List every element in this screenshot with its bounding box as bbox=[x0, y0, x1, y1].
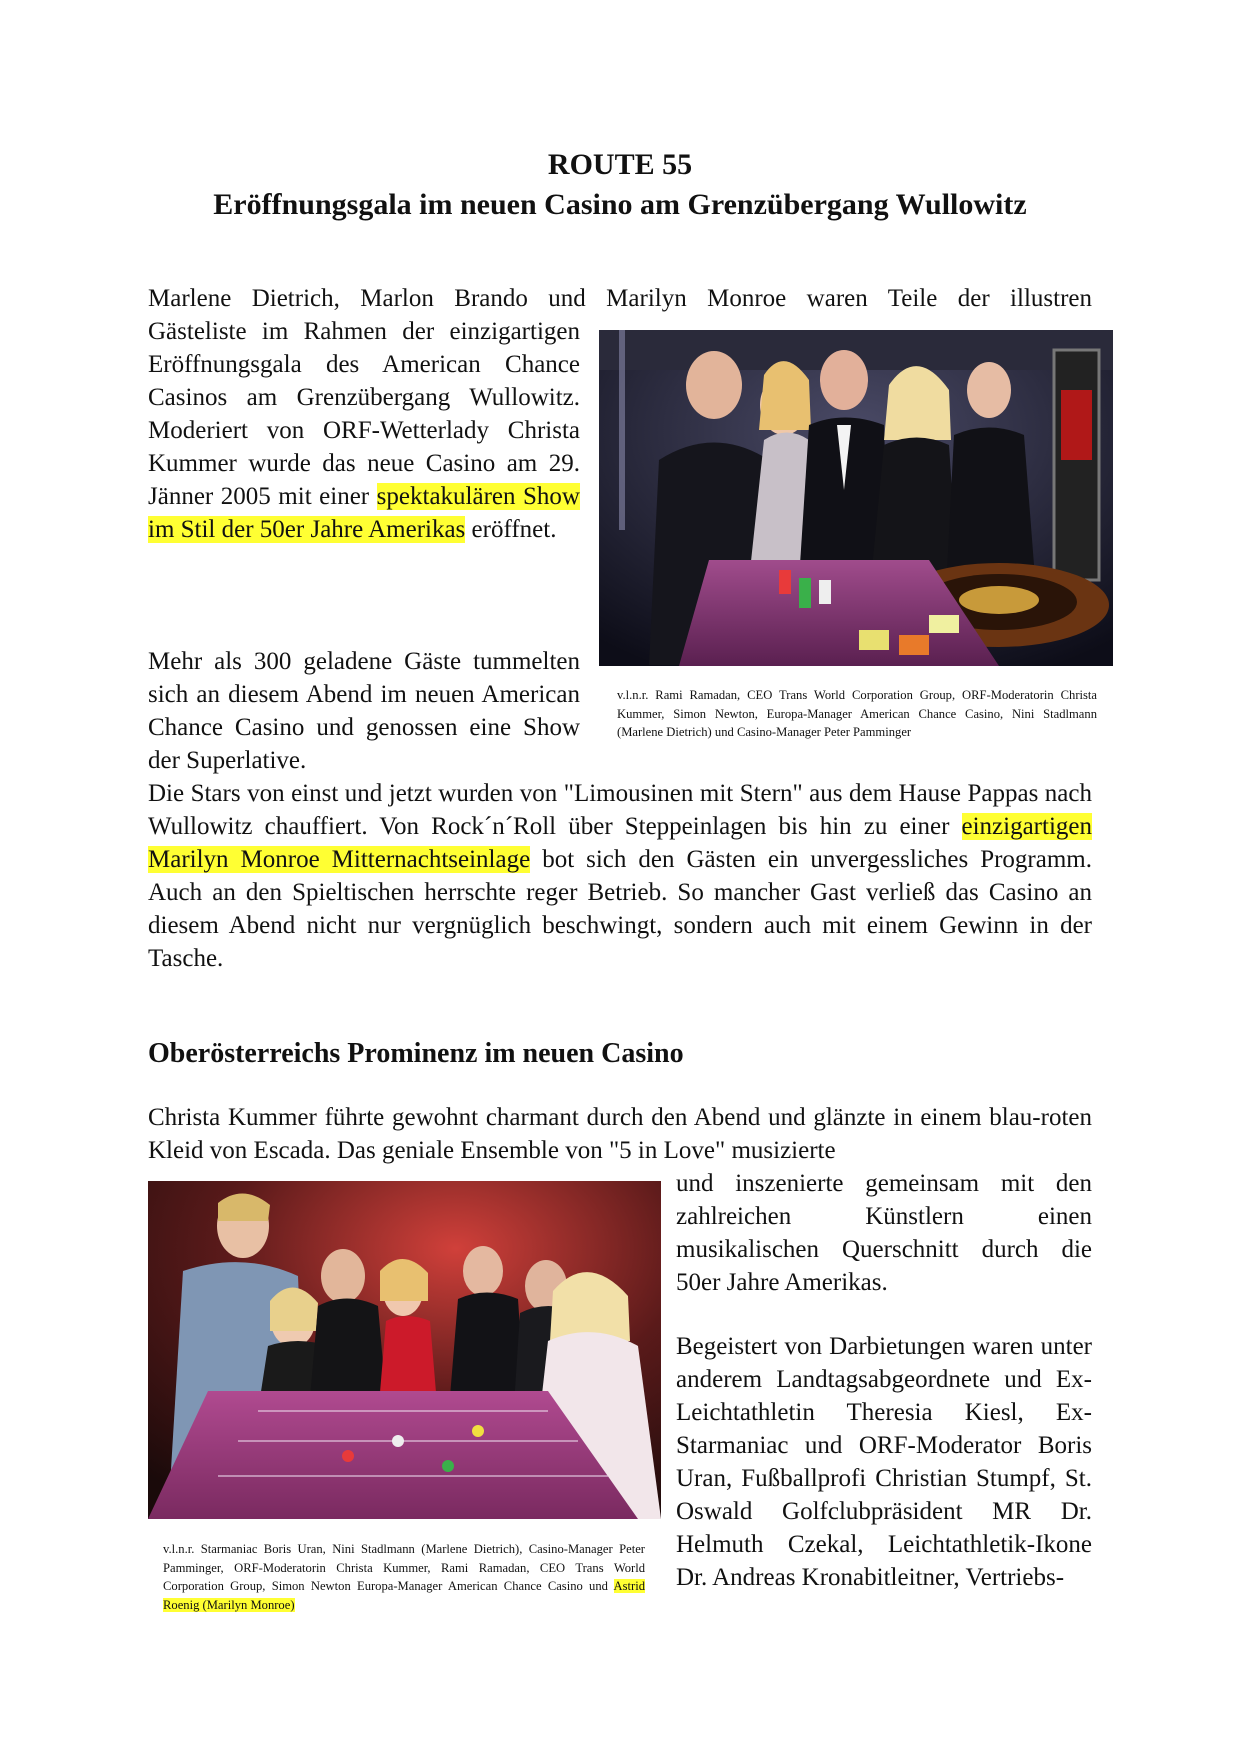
intro-first-line: Marlene Dietrich, Marlon Brando und Marilyn Monroe waren Teile der illustren bbox=[148, 285, 1092, 312]
intro-text: Gästeliste im Rahmen der einzigartigen Eröffnungsgala des American Chance Casinos am Grenzübergang Wullowitz. Moderiert von ORF-Wetterlady Christa Kummer wurde das neue Casino am 29. Jänner 2005 mit einer bbox=[148, 318, 580, 510]
stars-text: Die Stars von einst und jetzt wurden von "Limousinen mit Stern" aus dem Hause Pappas nach Wullowitz chauffiert. Von Rock´n´Roll über Steppeinlagen bis hin zu einer bbox=[148, 780, 1092, 840]
gala-group-photo bbox=[599, 330, 1113, 666]
photo-caption: v.l.n.r. Rami Ramadan, CEO Trans World Corporation Group, ORF-Moderatorin Christa Kummer, Simon Newton, Europa-Manager American Chance Casino, Nini Stadlmann (Marlene Dietrich) und Casino-Manager Peter Pamminger bbox=[617, 688, 1097, 739]
caption-highlight: Astrid Roenig (Marilyn Monroe) bbox=[163, 1579, 645, 1612]
page-subtitle: Eröffnungsgala im neuen Casino am Grenzübergang Wullowitz bbox=[213, 188, 1027, 221]
roulette-photo bbox=[148, 1181, 661, 1519]
intro-paragraph bbox=[148, 315, 580, 546]
ensemble-paragraph: und inszenierte gemeinsam mit den zahlreichen Künstlern einen musikalischen Querschnitt durch die 50er Jahre Amerikas. bbox=[676, 1170, 1092, 1296]
intro-highlight: spektakulären Show im Stil der 50er Jahre Amerikas bbox=[148, 483, 580, 543]
intro-tail: eröffnet. bbox=[465, 516, 557, 543]
section-intro-paragraph: Christa Kummer führte gewohnt charmant durch den Abend und glänzte in einem blau-roten Kleid von Escada. Das geniale Ensemble von "5 in Love" musizierte bbox=[148, 1104, 1092, 1164]
caption-text: v.l.n.r. Starmaniac Boris Uran, Nini Stadlmann (Marlene Dietrich), Casino-Manager Peter Pamminger, ORF-Moderatorin Christa Kummer, Rami Ramadan, CEO Trans World Corporation Group, Simon Newton Europa-Manager American Chance Casino und bbox=[163, 1542, 645, 1593]
guests-paragraph: Mehr als 300 geladene Gäste tummelten sich an diesem Abend im neuen American Chance Casino und genossen eine Show der Superlative. bbox=[148, 648, 580, 774]
page-title: ROUTE 55 bbox=[547, 148, 693, 181]
section-heading: Oberösterreichs Prominenz im neuen Casino bbox=[148, 1038, 684, 1069]
photo-caption bbox=[163, 1540, 645, 1614]
stars-highlight: einzigartigen Marilyn Monroe Mitternachtseinlage bbox=[148, 813, 1092, 873]
stars-paragraph bbox=[148, 777, 1092, 975]
stars-text-end: bot sich den Gästen ein unvergessliches Programm. Auch an den Spieltischen herrschte reger Betrieb. So mancher Gast verließ das Casino an diesem Abend nicht nur vergnüglich beschwingt, sondern auch mit einem Gewinn in der Tasche. bbox=[148, 846, 1092, 972]
guests-list-paragraph: Begeistert von Darbietungen waren unter anderem Landtagsabgeordnete und Ex-Leichtathletin Theresia Kiesl, Ex-Starmaniac und ORF-Moderator Boris Uran, Fußballprofi Christian Stumpf, St. Oswald Golfclubpräsident MR Dr. Helmuth Czekal, Leichtathletik-Ikone Dr. Andreas Kronabitleitner, Vertriebs- bbox=[676, 1333, 1092, 1591]
